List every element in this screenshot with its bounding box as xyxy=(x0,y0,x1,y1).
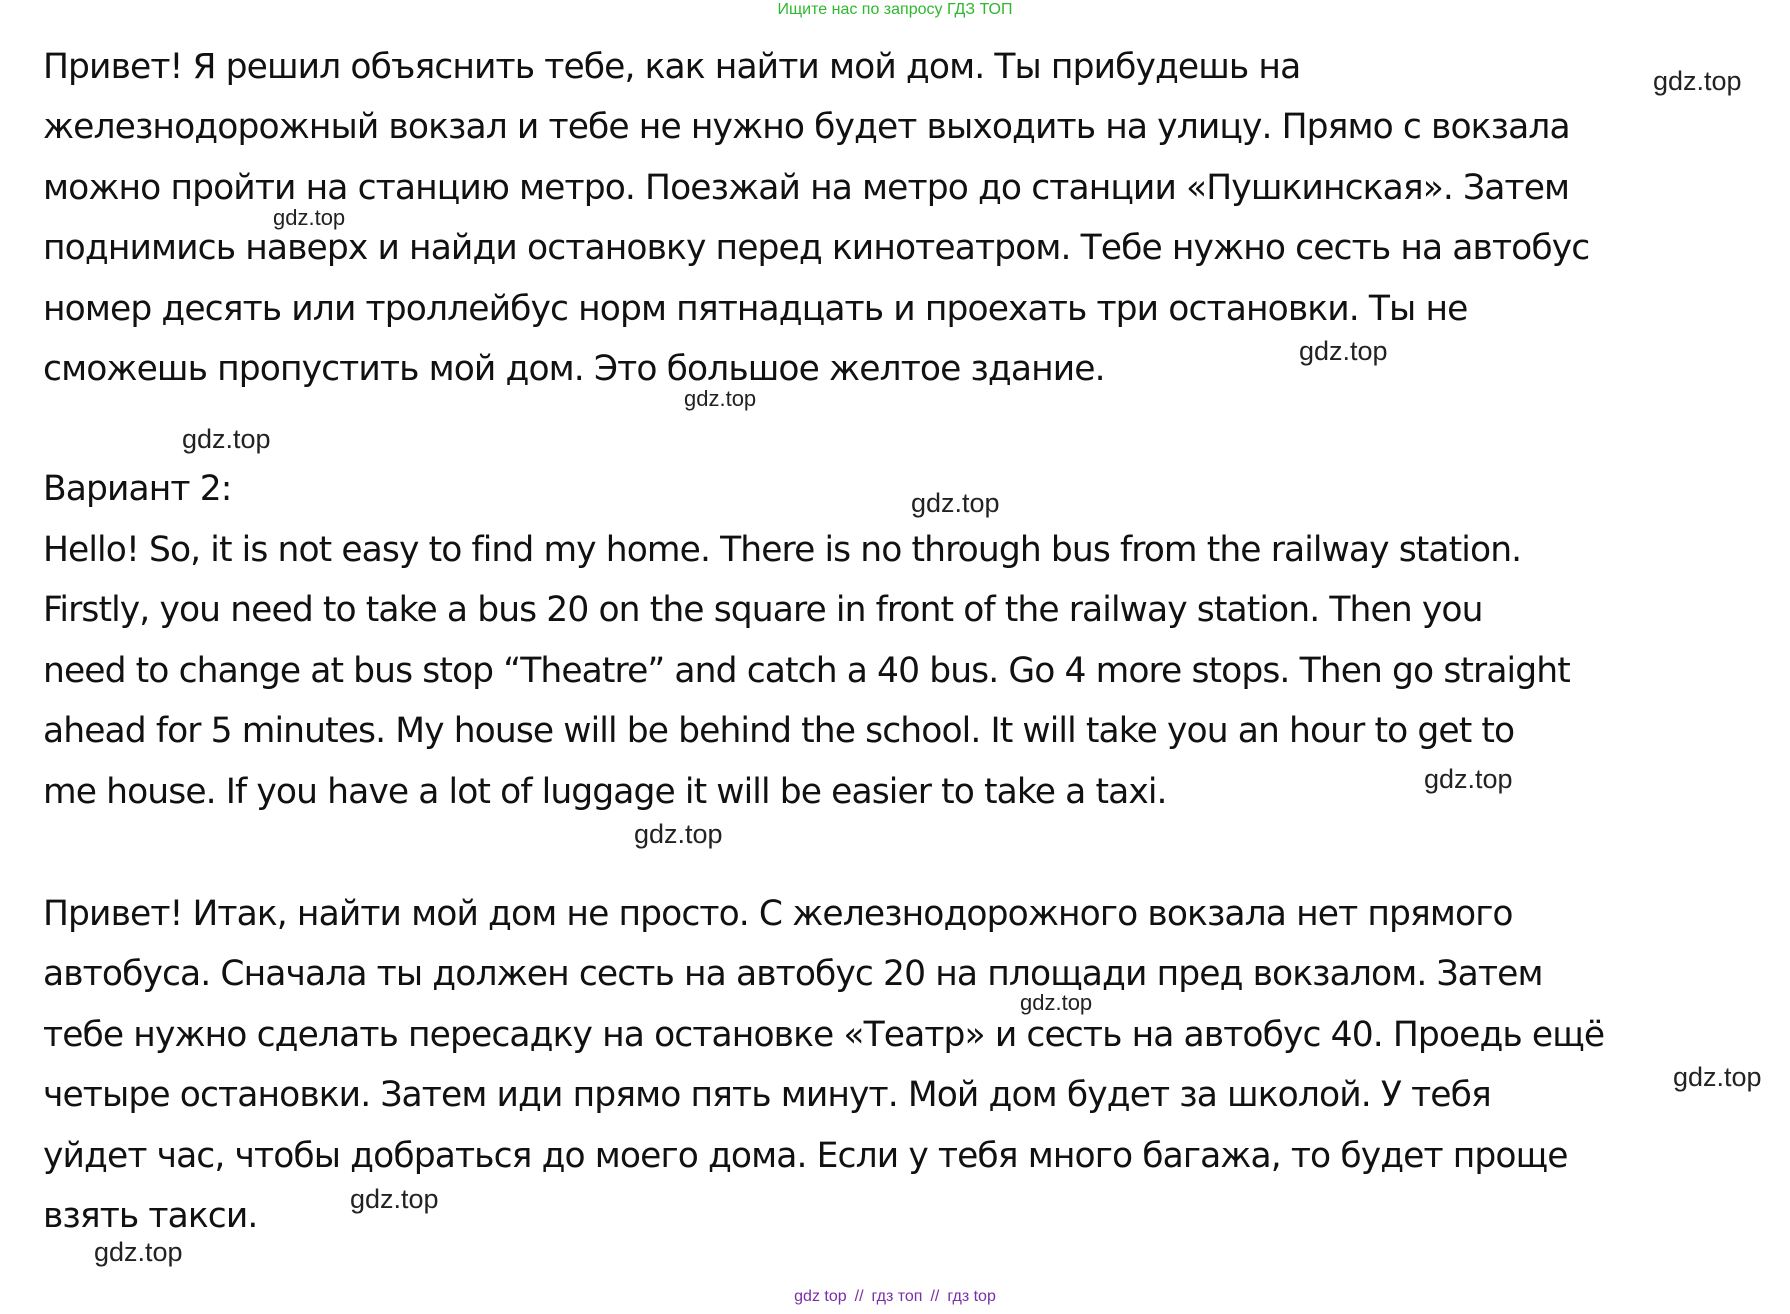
watermark: gdz.top xyxy=(1299,336,1388,366)
variant-heading: Вариант 2: xyxy=(43,469,232,509)
watermark: gdz.top xyxy=(350,1184,439,1214)
paragraph-english-2: Hello! So, it is not easy to find my home. There is no through bus from the railway station. Firstly, you need to take a bus 20 on the square in front of the railway station. Then you need to change at bus stop “Theatre” and catch a 40 bus. Go 4 more stops. Then go straight ahead for 5 minutes. My house will be behind the school. It will take you an hour to get to me house. If you have a lot of luggage it will be easier to take a taxi. xyxy=(43,530,1570,812)
watermark: gdz.top xyxy=(1653,66,1742,96)
footer-link-gdz-top[interactable]: gdz top xyxy=(794,1288,847,1305)
watermark: gdz.top xyxy=(634,819,723,849)
watermark: gdz.top xyxy=(182,424,271,454)
footer-separator: // xyxy=(854,1288,864,1305)
watermark: gdz.top xyxy=(684,386,757,411)
footer-separator: // xyxy=(930,1288,940,1305)
watermark: gdz.top xyxy=(1673,1062,1762,1092)
paragraph-russian-3: Привет! Итак, найти мой дом не просто. С железнодорожного вокзала нет прямого автобуса. Сначала ты должен сесть на автобус 20 на площади пред вокзалом. Затем тебе нужно сделать пересадку на остановке «Театр» и сесть на автобус 40. Проедь ещё четыре остановки. Затем иди прямо пять минут. Мой дом будет за школой. У тебя уйдет час, чтобы добраться до моего дома. Если у тебя много багажа, то будет проще взять такси. xyxy=(43,894,1605,1237)
watermark: gdz.top xyxy=(911,488,1000,518)
top-banner[interactable]: Ищите нас по запросу ГДЗ ТОП xyxy=(777,1,1013,18)
footer-link-gdz-top-cyrillic[interactable]: гдз топ xyxy=(871,1288,923,1305)
watermark: gdz.top xyxy=(1020,990,1093,1015)
paragraph-russian-1: Привет! Я решил объяснить тебе, как найти мой дом. Ты прибудешь на железнодорожный вокзал и тебе не нужно будет выходить на улицу. Прямо с вокзала можно пройти на станцию метро. Поезжай на метро до станции «Пушкинская». Затем поднимись наверх и найди остановку перед кинотеатром. Тебе нужно сесть на автобус номер десять или троллейбус норм пятнадцать и проехать три остановки. Ты не сможешь пропустить мой дом. Это большое желтое здание. xyxy=(43,47,1590,390)
watermark: gdz.top xyxy=(273,205,346,230)
watermark: gdz.top xyxy=(1424,764,1513,794)
footer-link-gdz-top-mixed[interactable]: гдз top xyxy=(947,1288,996,1305)
watermark: gdz.top xyxy=(94,1237,183,1267)
footer-links xyxy=(0,1288,1790,1306)
